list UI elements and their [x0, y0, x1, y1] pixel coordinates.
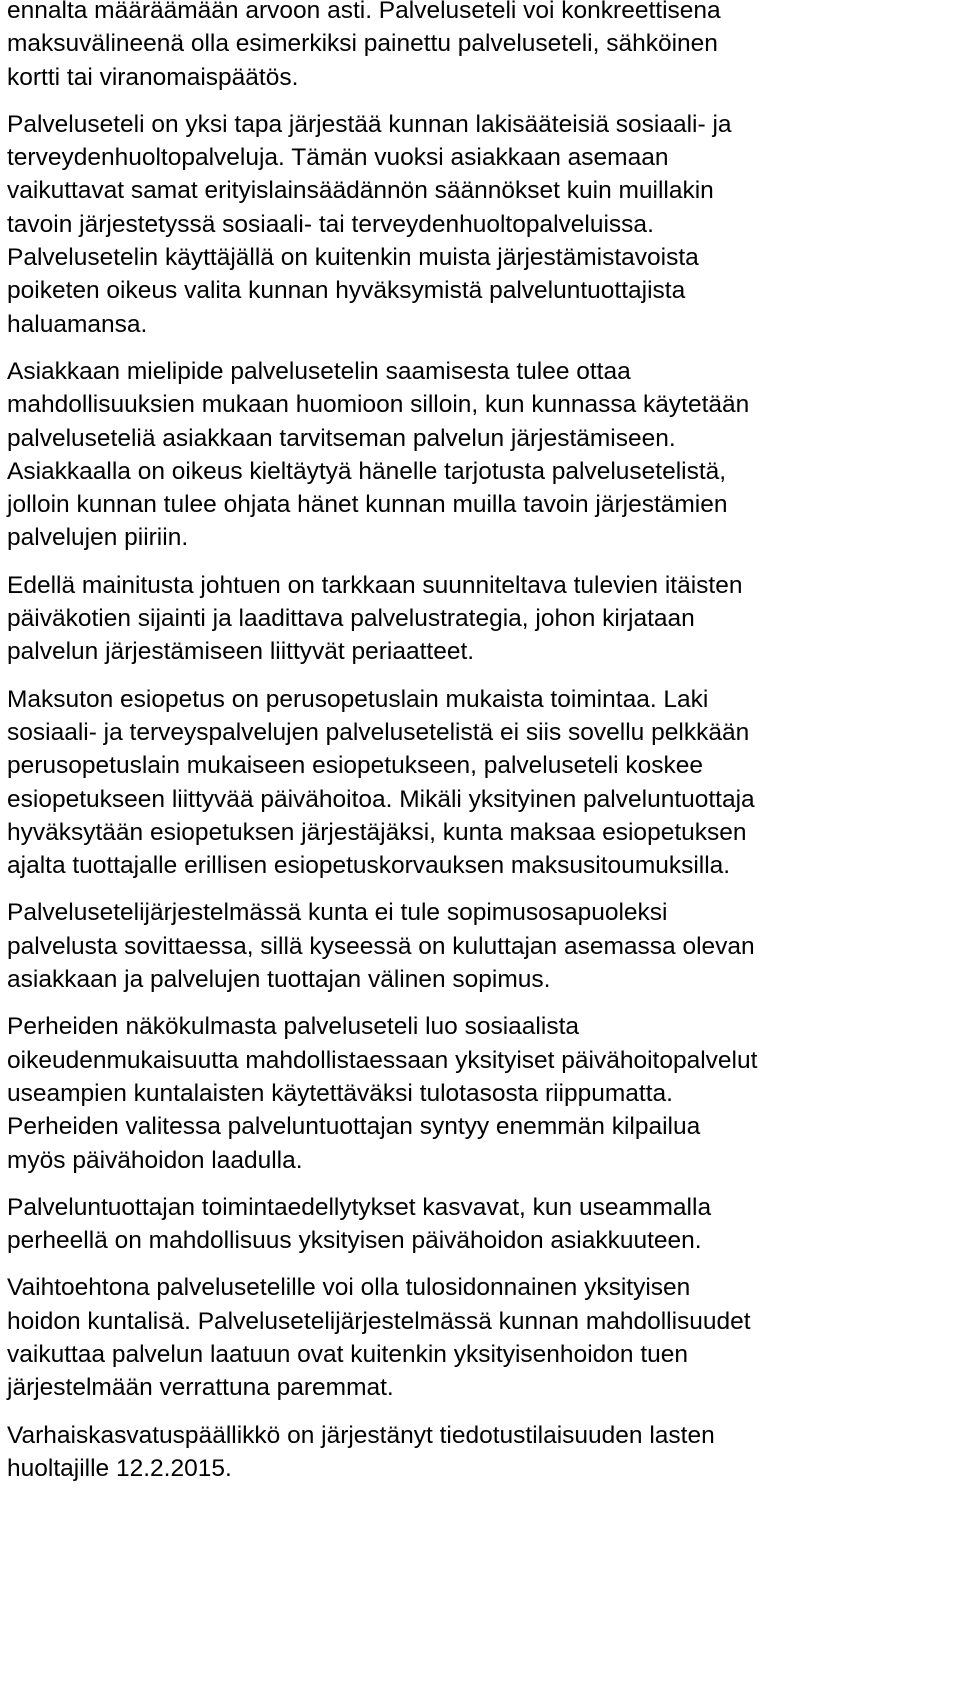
- paragraph-alternative: [7, 1271, 947, 1404]
- text-line: sosiaali- ja terveyspalvelujen palvelusetelistä ei siis sovellu pelkkään: [7, 718, 750, 746]
- text-line: hyväksytään esiopetuksen järjestäjäksi, kunta maksaa esiopetuksen: [7, 818, 747, 846]
- text-line: hoidon kuntalisä. Palvelusetelijärjestelmässä kunnan mahdollisuudet: [7, 1307, 751, 1335]
- text-line: päiväkotien sijainti ja laadittava palvelustrategia, johon kirjataan: [7, 605, 695, 633]
- text-line: ajalta tuottajalle erillisen esiopetuskorvauksen maksusitoumuksilla.: [7, 852, 731, 880]
- text-line: Palvelusetelijärjestelmässä kunta ei tule sopimusosapuoleksi: [7, 899, 668, 927]
- paragraph-contract-parties: [7, 896, 947, 996]
- text-line: vaikuttaa palvelun laatuun ovat kuitenkin yksityisenhoidon tuen: [7, 1340, 688, 1368]
- text-line: useampien kuntalaisten käytettäväksi tulotasosta riippumatta.: [7, 1079, 673, 1107]
- paragraph-families: [7, 1010, 947, 1176]
- text-line: vaikuttavat samat erityislainsäädännön säännökset kuin muillakin: [7, 177, 714, 205]
- text-line: haluamansa.: [7, 310, 148, 338]
- text-line: Palveluntuottajan toimintaedellytykset kasvavat, kun useammalla: [7, 1193, 712, 1221]
- text-line: Asiakkaan mielipide palvelusetelin saamisesta tulee ottaa: [7, 357, 631, 385]
- text-line: myös päivähoidon laadulla.: [7, 1146, 303, 1174]
- text-line: palveluseteliä asiakkaan tarvitseman palvelun järjestämiseen.: [7, 424, 676, 452]
- paragraph-preschool: [7, 683, 947, 883]
- text-line: palvelusta sovittaessa, sillä kyseessä on kuluttajan asemassa olevan: [7, 932, 755, 960]
- text-line: kortti tai viranomaispäätös.: [7, 63, 299, 91]
- paragraph-info-session: [7, 1419, 947, 1486]
- paragraph-service-strategy: [7, 569, 947, 669]
- text-line: perheellä on mahdollisuus yksityisen päivähoidon asiakkuuteen.: [7, 1227, 702, 1255]
- text-line: asiakkaan ja palvelujen tuottajan välinen sopimus.: [7, 966, 551, 994]
- text-line: Perheiden näkökulmasta palveluseteli luo sosiaalista: [7, 1013, 580, 1041]
- text-line: järjestelmään verrattuna paremmat.: [7, 1374, 394, 1402]
- paragraph-payment-forms: [7, 0, 947, 94]
- text-line: huoltajille 12.2.2015.: [7, 1454, 232, 1482]
- paragraph-statutory-services: [7, 108, 947, 341]
- text-line: Varhaiskasvatuspäällikkö on järjestänyt tiedotustilaisuuden lasten: [7, 1421, 715, 1449]
- text-line: palvelujen piiriin.: [7, 524, 189, 552]
- text-line: Edellä mainitusta johtuen on tarkkaan suunniteltava tulevien itäisten: [7, 571, 743, 599]
- text-line: Asiakkaalla on oikeus kieltäytyä hänelle tarjotusta palvelusetelistä,: [7, 457, 727, 485]
- text-line: Maksuton esiopetus on perusopetuslain mukaista toimintaa. Laki: [7, 685, 709, 713]
- text-line: perusopetuslain mukaiseen esiopetukseen, palveluseteli koskee: [7, 752, 703, 780]
- text-line: ennalta määräämään arvoon asti. Palveluseteli voi konkreettisena: [7, 0, 721, 24]
- paragraph-client-opinion: [7, 355, 947, 555]
- text-line: Perheiden valitessa palveluntuottajan syntyy enemmän kilpailua: [7, 1113, 701, 1141]
- text-line: Vaihtoehtona palvelusetelille voi olla tulosidonnainen yksityisen: [7, 1274, 691, 1302]
- text-line: jolloin kunnan tulee ohjata hänet kunnan muilla tavoin järjestämien: [7, 491, 728, 519]
- paragraph-providers: [7, 1191, 947, 1258]
- text-line: maksuvälineenä olla esimerkiksi painettu palveluseteli, sähköinen: [7, 30, 718, 58]
- text-line: tavoin järjestetyssä sosiaali- tai terveydenhuoltopalveluissa.: [7, 210, 654, 238]
- text-line: Palvelusetelin käyttäjällä on kuitenkin muista järjestämistavoista: [7, 244, 699, 272]
- text-line: Palveluseteli on yksi tapa järjestää kunnan lakisääteisiä sosiaali- ja: [7, 110, 732, 138]
- text-line: oikeudenmukaisuutta mahdollistaessaan yksityiset päivähoitopalvelut: [7, 1046, 758, 1074]
- text-line: poiketen oikeus valita kunnan hyväksymistä palveluntuottajista: [7, 277, 686, 305]
- text-line: mahdollisuuksien mukaan huomioon silloin, kun kunnassa käytetään: [7, 391, 750, 419]
- text-line: palvelun järjestämiseen liittyvät periaatteet.: [7, 638, 475, 666]
- text-line: esiopetukseen liittyvää päivähoitoa. Mikäli yksityinen palveluntuottaja: [7, 785, 755, 813]
- text-line: terveydenhuoltopalveluja. Tämän vuoksi asiakkaan asemaan: [7, 144, 669, 172]
- document-page: [7, 0, 947, 1499]
